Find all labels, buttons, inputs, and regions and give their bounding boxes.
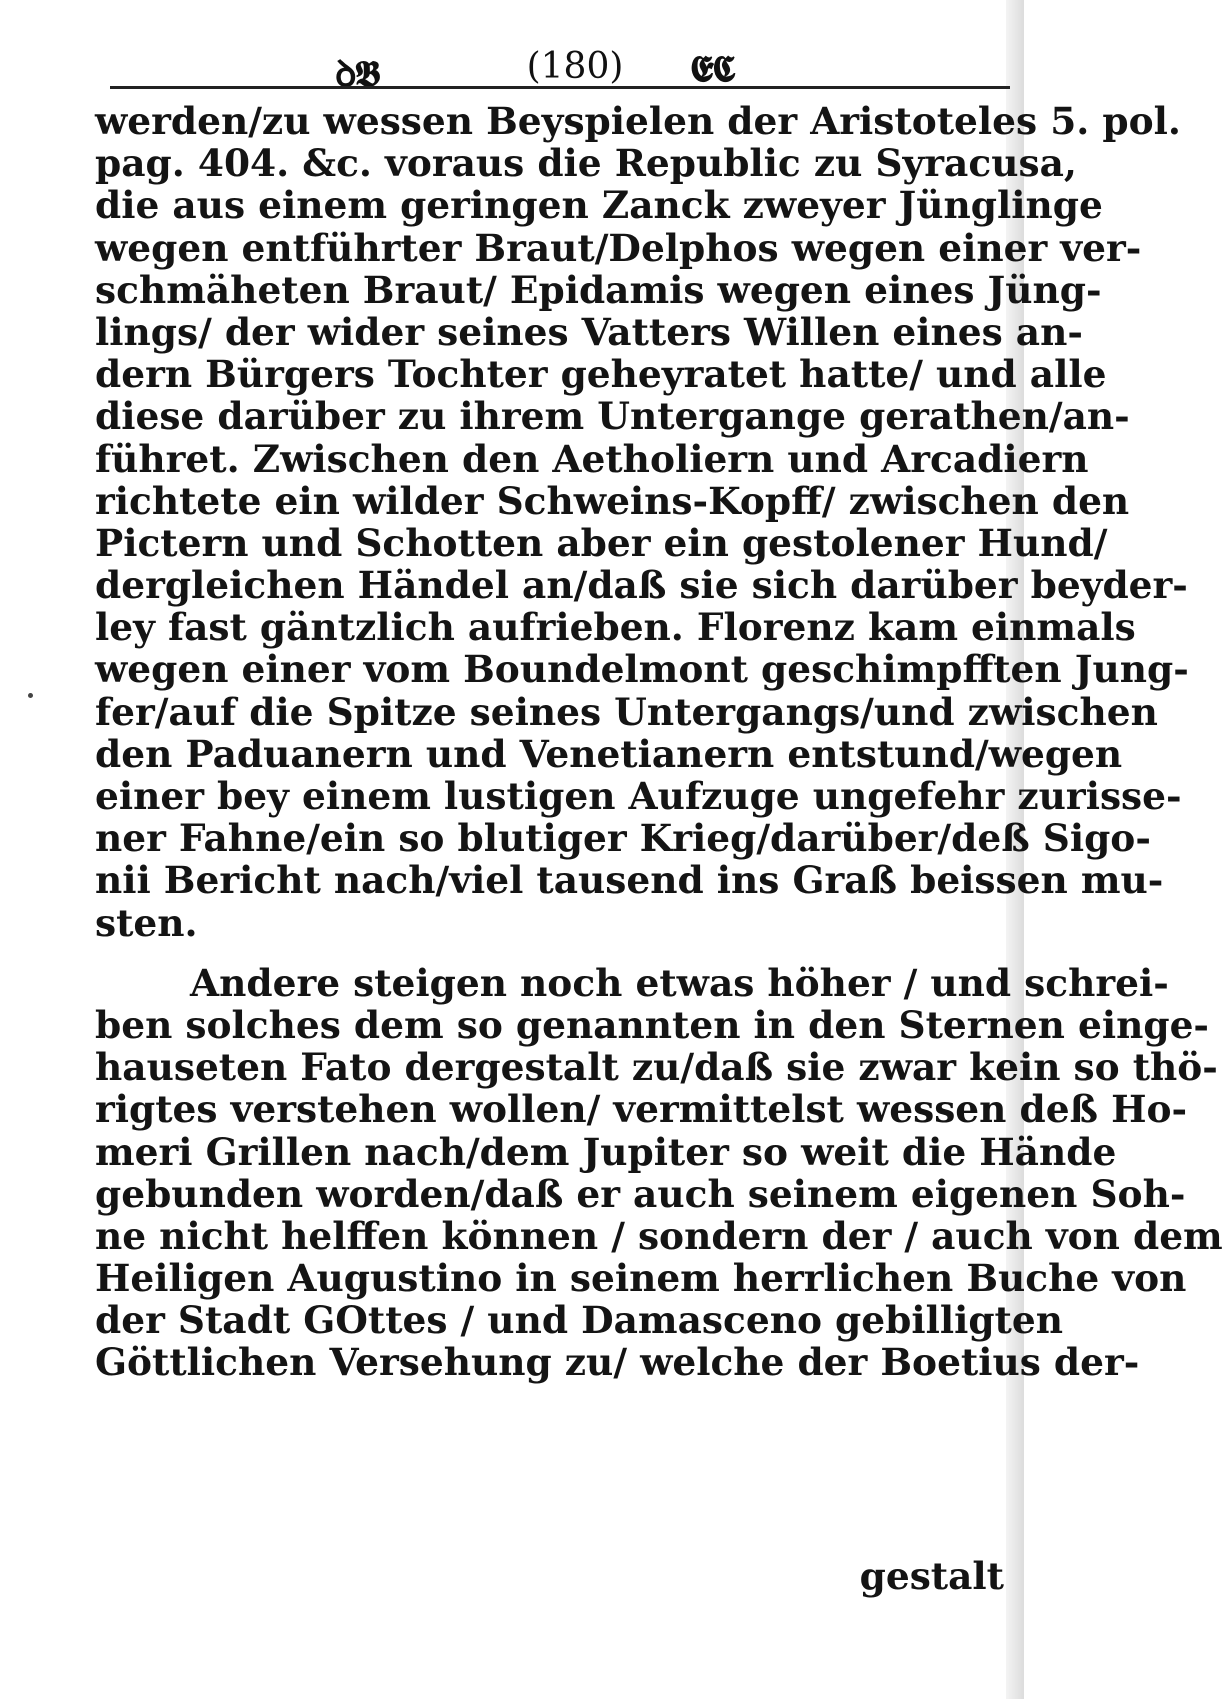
text-line: meri Grillen nach/dem Jupiter so weit die Hände — [95, 1129, 1117, 1174]
text-line: diese darüber zu ihrem Untergange gerathen/an- — [95, 394, 1130, 439]
text-line: der Stadt GOttes / und Damasceno gebilligten — [95, 1298, 1063, 1343]
paragraph-gap — [95, 944, 1015, 962]
text-line: Pictern und Schotten aber ein gestolener Hund/ — [95, 520, 1108, 565]
text-line: Andere steigen noch etwas höher / und schrei- — [190, 960, 1169, 1005]
text-line: einer bey einem lustigen Aufzuge ungefehr zurisse- — [95, 774, 1182, 818]
text-line: ne nicht helffen können / sondern der / auch von dem — [95, 1213, 1223, 1258]
text-line: rigtes verstehen wollen/ vermittelst wessen deß Ho- — [95, 1087, 1188, 1132]
text-line: hauseten Fato dergestalt zu/daß sie zwar kein so thö- — [95, 1045, 1218, 1090]
text-line: gebunden worden/daß er auch seinem eigenen Soh- — [95, 1171, 1186, 1216]
text-line: werden/zu wessen Beyspielen der Aristoteles 5. pol. — [95, 99, 1181, 143]
header-rule — [110, 86, 1010, 89]
text-line: ley fast gäntzlich aufrieben. Florenz kam einmals — [95, 605, 1136, 650]
text-line: wegen einer vom Boundelmont geschimpfften Jung- — [95, 647, 1189, 692]
page-number: (180) — [526, 46, 624, 87]
text-line: den Paduanern und Venetianern entstund/wegen — [95, 731, 1123, 776]
text-line: führet. Zwischen den Aetholiern und Arcadiern — [95, 436, 1089, 481]
text-line: sten. — [95, 900, 198, 945]
text-line: Heiligen Augustino in seinem herrlichen Buche von — [95, 1256, 1187, 1301]
body-text — [95, 99, 1223, 1385]
text-line: ben solches dem so genannten in den Sternen einge- — [95, 1002, 1209, 1047]
text-line: die aus einem geringen Zanck zweyer Jünglinge — [95, 183, 1103, 228]
text-line: pag. 404. &c. voraus die Republic zu Syracusa, — [95, 141, 1077, 186]
text-line: nii Bericht nach/viel tausend ins Graß beissen mu- — [95, 858, 1164, 903]
text-line: ner Fahne/ein so blutiger Krieg/darüber/deß Sigo- — [95, 816, 1151, 861]
text-line: dern Bürgers Tochter geheyratet hatte/ und alle — [95, 352, 1107, 397]
text-line: dergleichen Händel an/daß sie sich darüber beyder- — [95, 563, 1188, 608]
text-line: richtete ein wilder Schweins-Kopff/ zwischen den — [95, 478, 1130, 523]
text-line: wegen entführter Braut/Delphos wegen einer ver- — [95, 225, 1142, 270]
header-ornament-left: ꝺ𝕭 — [335, 53, 379, 95]
text-line: schmäheten Braut/ Epidamis wegen eines Jüng- — [95, 267, 1102, 312]
text-line: lings/ der wider seines Vatters Willen eines an- — [95, 309, 1083, 354]
header-ornament-right: 𝕰𝕮 — [690, 48, 734, 90]
text-line: Göttlichen Versehung zu/ welche der Boetius der- — [95, 1340, 1140, 1385]
margin-mark — [28, 693, 33, 698]
page-header — [110, 42, 1010, 102]
text-line: fer/auf die Spitze seines Untergangs/und zwischen — [95, 689, 1158, 734]
catchword: gestalt — [859, 1554, 1004, 1598]
